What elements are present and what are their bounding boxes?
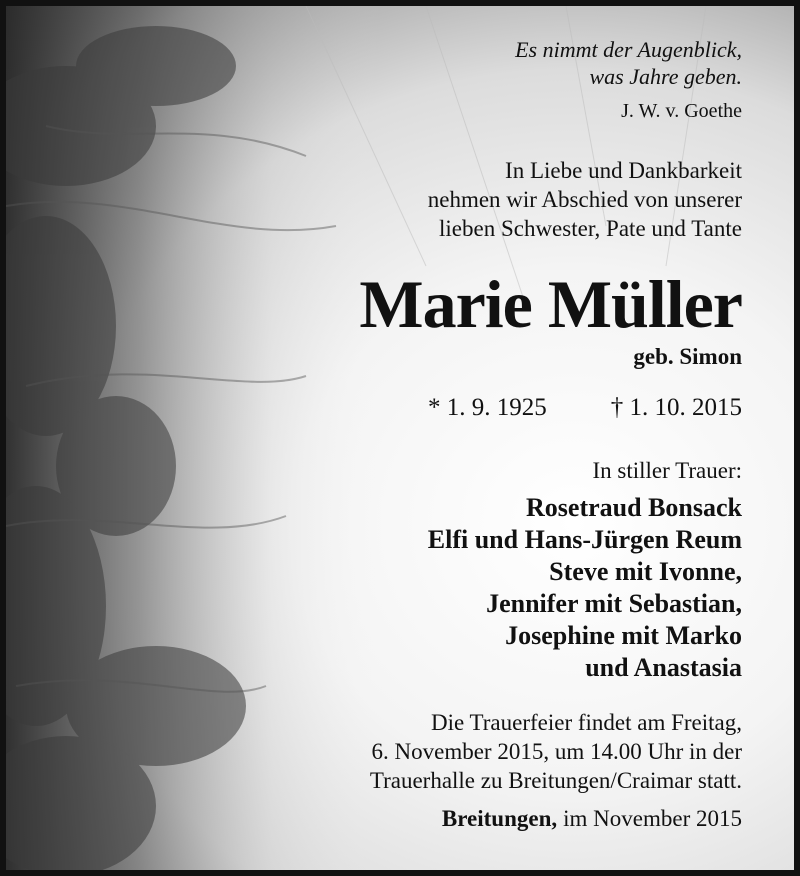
maiden-name: geb. Simon bbox=[633, 344, 742, 369]
mourner-name: Rosetraud Bonsack bbox=[526, 493, 742, 522]
funeral-ceremony-info bbox=[370, 708, 742, 795]
intro-line-2: nehmen wir Abschied von unserer bbox=[427, 187, 742, 212]
deceased-name: Marie Müller bbox=[359, 266, 742, 342]
life-dates bbox=[428, 394, 742, 422]
intro-line-3: lieben Schwester, Pate und Tante bbox=[439, 216, 742, 241]
mourning-heading: In stiller Trauer: bbox=[592, 458, 742, 483]
closing-place: Breitungen, bbox=[441, 806, 558, 831]
quote-author: J. W. v. Goethe bbox=[621, 100, 742, 122]
quote-line-1: Es nimmt der Augenblick, bbox=[515, 37, 742, 62]
ceremony-line-1: Die Trauerfeier findet am Freitag, bbox=[430, 710, 742, 735]
goethe-quote bbox=[515, 36, 742, 90]
mourner-name: und Anastasia bbox=[585, 653, 742, 682]
mourner-name: Steve mit Ivonne, bbox=[549, 557, 742, 586]
death-date: † 1. 10. 2015 bbox=[610, 394, 742, 421]
mourner-name: Elfi und Hans-Jürgen Reum bbox=[427, 525, 742, 554]
closing-date: im November 2015 bbox=[563, 806, 742, 831]
mourner-name: Josephine mit Marko bbox=[505, 621, 742, 650]
ceremony-line-2: 6. November 2015, um 14.00 Uhr in der bbox=[371, 739, 742, 764]
mourners-list bbox=[428, 492, 742, 684]
ceremony-line-3: Trauerhalle zu Breitungen/Craimar statt. bbox=[369, 768, 742, 793]
place-and-date bbox=[442, 806, 742, 832]
intro-line-1: In Liebe und Dankbarkeit bbox=[505, 158, 742, 183]
quote-line-2: was Jahre geben. bbox=[589, 64, 742, 89]
birth-date: * 1. 9. 1925 bbox=[428, 394, 547, 421]
mourner-name: Jennifer mit Sebastian, bbox=[486, 589, 742, 618]
farewell-intro bbox=[428, 156, 742, 243]
